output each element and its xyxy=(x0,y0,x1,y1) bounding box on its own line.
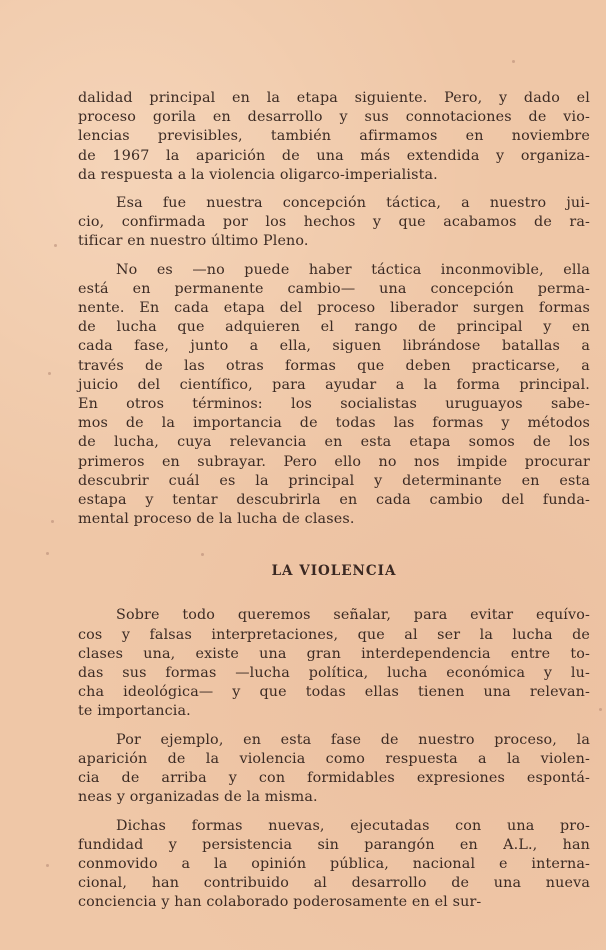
paragraph xyxy=(78,194,590,252)
text-block-top xyxy=(78,89,590,529)
paper-speck xyxy=(46,552,49,555)
text-line: te importancia. xyxy=(78,703,191,720)
text-line: neas y organizadas de la misma. xyxy=(78,789,318,806)
text-line: En otros términos: los socialistas uruguayos sabe- xyxy=(78,396,590,413)
text-line: das sus formas —lucha política, lucha económica y lu- xyxy=(78,665,590,682)
text-line: cio, confirmada por los hechos y que acabamos de ra- xyxy=(78,214,590,231)
paragraph xyxy=(78,89,590,185)
text-line: Dichas formas nuevas, ejecutadas con una pro- xyxy=(116,817,590,834)
text-line: nente. En cada etapa del proceso liberador surgen formas xyxy=(78,300,590,317)
text-line: conmovido a la opinión pública, nacional e interna- xyxy=(78,855,590,872)
text-line: cional, han contribuido al desarrollo de una nueva xyxy=(78,875,590,892)
section-heading: LA VIOLENCIA xyxy=(271,563,397,580)
paper-speck xyxy=(51,520,54,523)
paper-speck xyxy=(54,244,57,247)
text-line: clases una, existe una gran interdependencia entre to- xyxy=(78,645,590,662)
text-line: Esa fue nuestra concepción táctica, a nuestro jui- xyxy=(116,195,590,212)
text-line: aparición de la violencia como respuesta a la violen- xyxy=(78,750,590,767)
text-line: conciencia y han colaborado poderosamente en el sur- xyxy=(78,894,482,911)
text-line: Por ejemplo, en esta fase de nuestro proceso, la xyxy=(116,731,590,748)
text-line: fundidad y persistencia sin parangón en A.L., han xyxy=(78,836,590,853)
text-line: cia de arriba y con formidables expresiones espontá- xyxy=(78,770,590,787)
paragraph xyxy=(78,606,590,721)
text-line: mental proceso de la lucha de clases. xyxy=(78,511,355,528)
text-line: estapa y tentar descubrirla en cada cambio del funda- xyxy=(78,492,590,509)
text-line: lencias previsibles, también afirmamos en noviembre xyxy=(78,128,590,145)
text-line: da respuesta a la violencia oligarco-imperialista. xyxy=(78,166,438,183)
text-line: No es —no puede haber táctica inconmovible, ella xyxy=(116,261,590,278)
text-line: proceso gorila en desarrollo y sus connotaciones de vio- xyxy=(78,109,590,126)
text-line: Sobre todo queremos señalar, para evitar equívo- xyxy=(116,607,590,624)
text-line: de lucha, cuya relevancia en esta etapa somos de los xyxy=(78,434,590,451)
text-line: cada fase, junto a ella, siguen librándose batallas a xyxy=(78,338,590,355)
paragraph xyxy=(78,817,590,913)
paper-speck xyxy=(46,864,49,867)
text-line: de 1967 la aparición de una más extendida y organiza- xyxy=(78,147,590,164)
text-line: primeros en subrayar. Pero ello no nos impide procurar xyxy=(78,453,590,470)
paper-speck xyxy=(48,372,51,375)
text-line: dalidad principal en la etapa siguiente. Pero, y dado el xyxy=(78,90,590,106)
text-line: está en permanente cambio— una concepción perma- xyxy=(78,280,590,297)
text-block-bottom xyxy=(78,606,590,912)
text-line: cos y falsas interpretaciones, que al ser la lucha de xyxy=(78,626,590,643)
text-line: cha ideológica— y que todas ellas tienen una relevan- xyxy=(78,684,590,701)
paragraph xyxy=(78,261,590,530)
text-line: tificar en nuestro último Pleno. xyxy=(78,233,309,250)
paper-speck xyxy=(599,708,602,711)
paragraph xyxy=(78,731,590,808)
text-line: juicio del científico, para ayudar a la forma principal. xyxy=(78,376,590,393)
text-line: de lucha que adquieren el rango de principal y en xyxy=(78,319,590,336)
paper-speck xyxy=(512,60,515,63)
text-line: través de las otras formas que deben practicarse, a xyxy=(78,357,590,374)
text-line: mos de la importancia de todas las formas y métodos xyxy=(78,415,590,432)
page-body xyxy=(78,89,590,913)
paper-speck xyxy=(201,553,204,556)
text-line: descubrir cuál es la principal y determinante en esta xyxy=(78,472,590,489)
